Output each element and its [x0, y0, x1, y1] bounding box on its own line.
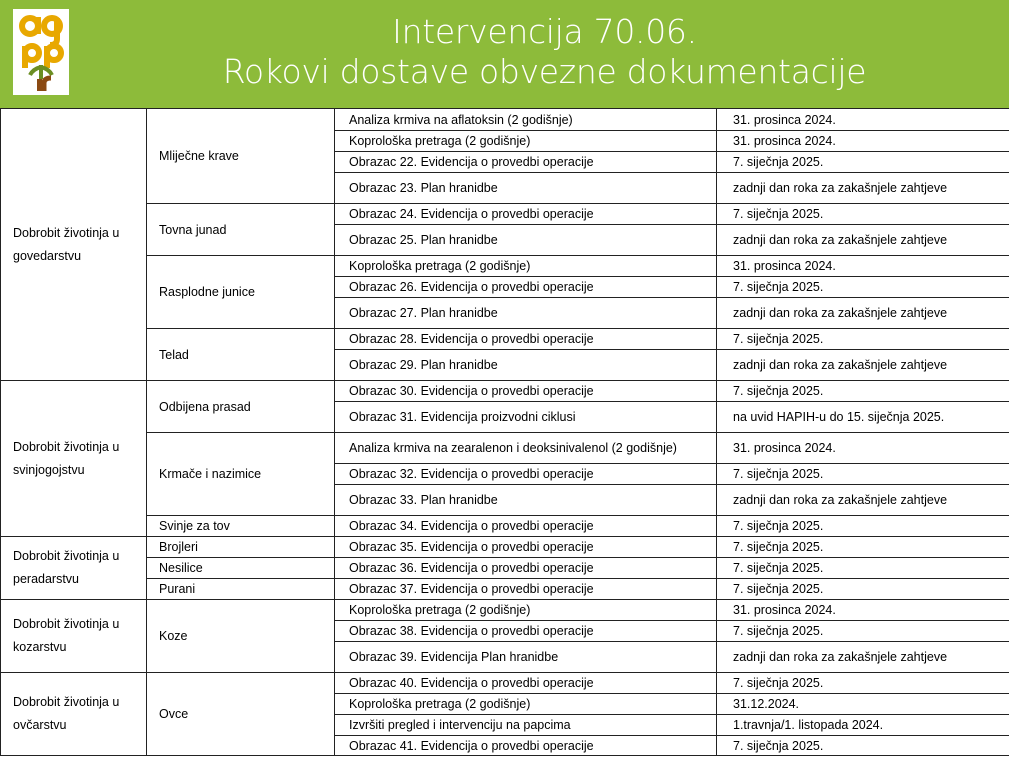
subgroup-cell: Ovce — [147, 673, 335, 756]
item-cell: Obrazac 28. Evidencija o provedbi operacije — [335, 329, 717, 350]
item-cell: Obrazac 41. Evidencija o provedbi operacije — [335, 736, 717, 756]
item-cell: Izvršiti pregled i intervenciju na papcima — [335, 715, 717, 736]
deadline-cell: zadnji dan roka za zakašnjele zahtjeve — [717, 485, 1009, 516]
item-cell: Obrazac 33. Plan hranidbe — [335, 485, 717, 516]
item-cell: Koprološka pretraga (2 godišnje) — [335, 131, 717, 152]
subgroup-cell: Odbijena prasad — [147, 381, 335, 433]
item-cell: Koprološka pretraga (2 godišnje) — [335, 256, 717, 277]
table-row — [1, 256, 1009, 277]
item-cell: Obrazac 32. Evidencija o provedbi operacije — [335, 464, 717, 485]
item-cell: Obrazac 40. Evidencija o provedbi operacije — [335, 673, 717, 694]
category-cell: Dobrobit životinja u svinjogojstvu — [1, 381, 147, 537]
header-banner — [0, 0, 1009, 108]
apprrr-logo-icon — [13, 9, 69, 95]
deadline-cell: 31. prosinca 2024. — [717, 600, 1009, 621]
table-row — [1, 558, 1009, 579]
deadline-cell: 7. siječnja 2025. — [717, 277, 1009, 298]
item-cell: Koprološka pretraga (2 godišnje) — [335, 694, 717, 715]
title-line-2: Rokovi dostave obvezne dokumentacije — [222, 52, 867, 91]
deadline-cell: zadnji dan roka za zakašnjele zahtjeve — [717, 642, 1009, 673]
deadline-cell: 31. prosinca 2024. — [717, 433, 1009, 464]
item-cell: Analiza krmiva na zearalenon i deoksinivalenol (2 godišnje) — [335, 433, 717, 464]
deadline-cell: 7. siječnja 2025. — [717, 381, 1009, 402]
category-cell: Dobrobit životinja u govedarstvu — [1, 109, 147, 381]
item-cell: Obrazac 26. Evidencija o provedbi operacije — [335, 277, 717, 298]
deadline-cell: 1.travnja/1. listopada 2024. — [717, 715, 1009, 736]
subgroup-cell: Krmače i nazimice — [147, 433, 335, 516]
item-cell: Obrazac 38. Evidencija o provedbi operacije — [335, 621, 717, 642]
deadline-cell: 7. siječnja 2025. — [717, 736, 1009, 756]
deadline-cell: 7. siječnja 2025. — [717, 558, 1009, 579]
deadline-cell: 31. prosinca 2024. — [717, 256, 1009, 277]
item-cell: Obrazac 35. Evidencija o provedbi operacije — [335, 537, 717, 558]
subgroup-cell: Purani — [147, 579, 335, 600]
deadlines-table — [0, 108, 1009, 756]
deadline-cell: zadnji dan roka za zakašnjele zahtjeve — [717, 350, 1009, 381]
deadline-cell: 7. siječnja 2025. — [717, 329, 1009, 350]
subgroup-cell: Mliječne krave — [147, 109, 335, 204]
table-row — [1, 381, 1009, 402]
item-cell: Koprološka pretraga (2 godišnje) — [335, 600, 717, 621]
category-cell: Dobrobit životinja u peradarstvu — [1, 537, 147, 600]
table-row — [1, 109, 1009, 131]
item-cell: Obrazac 27. Plan hranidbe — [335, 298, 717, 329]
deadline-cell: 7. siječnja 2025. — [717, 537, 1009, 558]
subgroup-cell: Koze — [147, 600, 335, 673]
subgroup-cell: Tovna junad — [147, 204, 335, 256]
item-cell: Obrazac 24. Evidencija o provedbi operacije — [335, 204, 717, 225]
table-row — [1, 673, 1009, 694]
deadline-cell: 31. prosinca 2024. — [717, 109, 1009, 131]
subgroup-cell: Rasplodne junice — [147, 256, 335, 329]
item-cell: Obrazac 29. Plan hranidbe — [335, 350, 717, 381]
deadline-cell: na uvid HAPIH-u do 15. siječnja 2025. — [717, 402, 1009, 433]
deadline-cell: 31. prosinca 2024. — [717, 131, 1009, 152]
item-cell: Obrazac 34. Evidencija o provedbi operacije — [335, 516, 717, 537]
deadline-cell: 7. siječnja 2025. — [717, 464, 1009, 485]
item-cell: Obrazac 39. Evidencija Plan hranidbe — [335, 642, 717, 673]
deadline-cell: 7. siječnja 2025. — [717, 621, 1009, 642]
deadline-cell: 31.12.2024. — [717, 694, 1009, 715]
table-row — [1, 516, 1009, 537]
deadline-cell: 7. siječnja 2025. — [717, 152, 1009, 173]
deadline-cell: 7. siječnja 2025. — [717, 516, 1009, 537]
subgroup-cell: Brojleri — [147, 537, 335, 558]
subgroup-cell: Nesilice — [147, 558, 335, 579]
deadline-cell: 7. siječnja 2025. — [717, 204, 1009, 225]
page-title — [80, 12, 1009, 92]
table-row — [1, 204, 1009, 225]
table-row — [1, 329, 1009, 350]
deadline-cell: zadnji dan roka za zakašnjele zahtjeve — [717, 298, 1009, 329]
item-cell: Obrazac 23. Plan hranidbe — [335, 173, 717, 204]
item-cell: Obrazac 36. Evidencija o provedbi operacije — [335, 558, 717, 579]
item-cell: Obrazac 25. Plan hranidbe — [335, 225, 717, 256]
item-cell: Obrazac 22. Evidencija o provedbi operacije — [335, 152, 717, 173]
table-row — [1, 600, 1009, 621]
deadline-cell: zadnji dan roka za zakašnjele zahtjeve — [717, 173, 1009, 204]
table-row — [1, 579, 1009, 600]
deadline-cell: 7. siječnja 2025. — [717, 579, 1009, 600]
item-cell: Obrazac 31. Evidencija proizvodni ciklusi — [335, 402, 717, 433]
item-cell: Obrazac 30. Evidencija o provedbi operacije — [335, 381, 717, 402]
table-row — [1, 537, 1009, 558]
title-line-1: Intervencija 70.06. — [392, 12, 697, 51]
item-cell: Analiza krmiva na aflatoksin (2 godišnje) — [335, 109, 717, 131]
category-cell: Dobrobit životinja u ovčarstvu — [1, 673, 147, 756]
category-cell: Dobrobit životinja u kozarstvu — [1, 600, 147, 673]
table-row — [1, 433, 1009, 464]
deadline-cell: zadnji dan roka za zakašnjele zahtjeve — [717, 225, 1009, 256]
deadline-cell: 7. siječnja 2025. — [717, 673, 1009, 694]
item-cell: Obrazac 37. Evidencija o provedbi operacije — [335, 579, 717, 600]
subgroup-cell: Telad — [147, 329, 335, 381]
subgroup-cell: Svinje za tov — [147, 516, 335, 537]
